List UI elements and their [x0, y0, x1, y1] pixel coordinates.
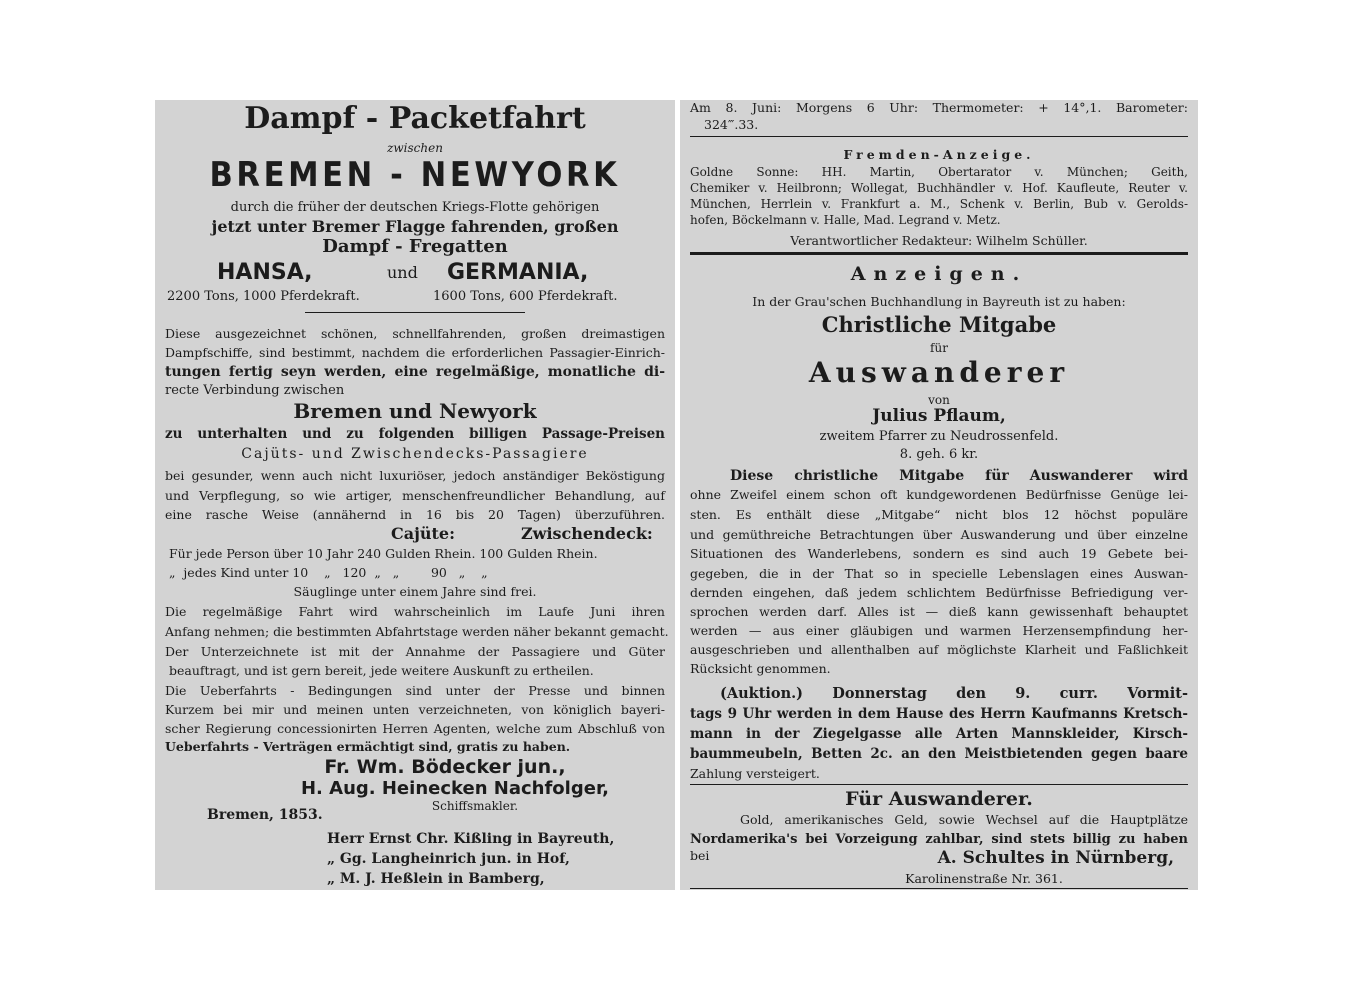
p3-line: Ueberfahrts - Verträgen ermächtigt sind, gratis zu haben. [165, 739, 571, 754]
p3-line: Die regelmäßige Fahrt wird wahrscheinlich im Laufe Juni ihren [165, 604, 665, 619]
weather-line: Am 8. Juni: Morgens 6 Uhr: Thermometer: + 14°,1. Barometer: [690, 100, 1188, 115]
auction-line: (Auktion.) Donnerstag den 9. curr. Vormit- [720, 685, 1188, 702]
book-desc-line: Diese christliche Mitgabe für Auswanderer wird [730, 468, 1188, 484]
book-desc-line: ohne Zweifel einem schon oft kundgewordenen Bedürfnisse Genüge lei- [690, 487, 1188, 502]
anzeigen-heading: Anzeigen. [850, 263, 1028, 285]
exchange-line: bei [690, 848, 710, 863]
price-line: 8. geh. 6 kr. [899, 447, 979, 462]
signature-1: Fr. Wm. Bödecker jun., [324, 756, 566, 778]
p3-line: beauftragt, und ist gern bereit, jede weitere Auskunft zu ertheilen. [169, 663, 594, 678]
book-desc-line: Rücksicht genommen. [690, 661, 831, 676]
p3-line: scher Regierung concessionirten Herren Agenten, welche zum Abschluß von [165, 721, 665, 736]
divider [690, 784, 1188, 785]
grau-line: In der Grau'schen Buchhandlung in Bayreuth ist zu haben: [752, 294, 1126, 309]
divider [690, 252, 1188, 255]
signature-2: H. Aug. Heinecken Nachfolger, [300, 778, 610, 799]
germania-specs: 1600 Tons, 600 Pferdekraft. [433, 289, 618, 304]
von-text: von [928, 393, 950, 407]
zwischen-text: zwischen [387, 141, 443, 155]
p3-line: Anfang nehmen; die bestimmten Abfahrtstage werden näher bekannt gemacht. [165, 624, 669, 639]
fremden-title: Fremden-Anzeige. [843, 147, 1035, 162]
book-desc-line: sprochen werden darf. Alles ist — dieß kann gewissenhaft behauptet [690, 604, 1188, 619]
agent-line: Herr Ernst Chr. Kißling in Bayreuth, [327, 831, 615, 847]
p2-line: Cajüts- und Zwischendecks-Passagiere [241, 446, 589, 462]
auction-line: mann in der Ziegelgasse alle Arten Mannskleider, Kirsch- [690, 726, 1188, 742]
ad-title: Dampf - Packetfahrt [244, 101, 586, 136]
divider [690, 136, 1188, 137]
ship-germania: GERMANIA, [447, 260, 589, 285]
auction-line: Zahlung versteigert. [690, 766, 820, 781]
ship-hansa: HANSA, [217, 260, 313, 285]
p1-line: recte Verbindung zwischen [165, 383, 345, 398]
book-desc-line: werden — aus einer gläubigen und warmen Herzensempfindung her- [690, 623, 1188, 638]
book-desc-line: dernden eingehen, daß jedem schlichtem Bedürfnisse Befriedigung ver- [690, 585, 1188, 600]
place-date: Bremen, 1853. [207, 807, 323, 823]
p3-line: Kurzem bei mir und meinen unten verzeichneten, von königlich bayeri- [165, 702, 665, 717]
fremden-line: Goldne Sonne: HH. Martin, Obertarator v. München; Geith, [690, 165, 1188, 179]
book-desc-line: Situationen des Wanderlebens, sondern es sind auch 19 Gebete bei- [690, 546, 1188, 561]
hansa-specs: 2200 Tons, 1000 Pferdekraft. [167, 289, 360, 304]
right-column [680, 100, 1198, 890]
p3-line: Säuglinge unter einem Jahre sind frei. [293, 584, 537, 599]
p3-line: Der Unterzeichnete ist mit der Annahme der Passagiere und Güter [165, 644, 665, 659]
book-desc-line: ausgeschrieben und allenthalben auf möglichste Klarheit und Faßlichkeit [690, 642, 1188, 657]
schultes-address: Karolinenstraße Nr. 361. [905, 871, 1063, 886]
auction-line: tags 9 Uhr werden in dem Hause des Herrn Kaufmanns Kretsch- [690, 706, 1188, 722]
book-desc-line: sten. Es enthält diese „Mitgabe“ nicht blos 12 höchst populäre [690, 507, 1188, 522]
p3-line: Die Ueberfahrts - Bedingungen sind unter der Presse und binnen [165, 683, 665, 698]
price-row: Für jede Person über 10 Jahr 240 Gulden Rhein. 100 Gulden Rhein. [169, 546, 598, 561]
exchange-line: Nordamerika's bei Vorzeigung zahlbar, sind stets billig zu haben [690, 832, 1188, 847]
divider [305, 312, 525, 313]
price-row: „ jedes Kind unter 10 „ 120 „ „ 90 „ „ [169, 565, 488, 580]
p2-line: zu unterhalten und zu folgenden billigen Passage-Preisen [165, 426, 665, 442]
author-name: Julius Pflaum, [872, 406, 1006, 426]
weather-line-2: 324‴.33. [704, 117, 759, 132]
fuer-auswanderer-heading: Für Auswanderer. [845, 788, 1033, 810]
p2-line: bei gesunder, wenn auch nicht luxuriöser, jedoch anständiger Beköstigung [165, 468, 665, 483]
intro-line-1: durch die früher der deutschen Kriegs-Flotte gehörigen [230, 200, 600, 215]
p2-line: und Verpflegung, so wie artiger, menschenfreundlicher Behandlung, auf [165, 488, 665, 503]
p1-line: Dampfschiffe, sind bestimmt, nachdem die erforderlichen Passagier-Einrich- [165, 345, 665, 360]
p1-line: Diese ausgezeichnet schönen, schnellfahrenden, großen dreimastigen [165, 326, 665, 341]
route-heading: BREMEN - NEWYORK [209, 155, 621, 195]
fuer-text: für [930, 341, 948, 355]
fremden-line: München, Herrlein v. Frankfurt a. M., Schenk v. Berlin, Bub v. Gerolds- [690, 197, 1188, 211]
schultes-name: A. Schultes in Nürnberg, [937, 848, 1174, 868]
intro-line-3: Dampf - Fregatten [322, 236, 508, 257]
book-title-2: Auswanderer [808, 356, 1070, 389]
fremden-line: hofen, Böckelmann v. Halle, Mad. Legrand v. Metz. [690, 213, 1001, 227]
agent-line: „ Gg. Langheinrich jun. in Hof, [327, 851, 570, 867]
p1-line: tungen fertig seyn werden, eine regelmäßige, monatliche di- [165, 364, 665, 380]
redakteur-line: Verantwortlicher Redakteur: Wilhelm Schüller. [790, 233, 1088, 248]
intro-line-2: jetzt unter Bremer Flagge fahrenden, großen [211, 217, 619, 236]
signature-3: Schiffsmakler. [431, 799, 519, 813]
book-desc-line: und gemüthreiche Betrachtungen über Auswanderung und über einzelne [690, 527, 1188, 542]
book-desc-line: gegeben, die in der That so in specielle Lebenslagen eines Auswan- [690, 566, 1188, 581]
left-column [155, 100, 675, 890]
header-cajuete: Cajüte: [391, 524, 455, 543]
fremden-line: Chemiker v. Heilbronn; Wollegat, Buchhändler v. Hof. Kaufleute, Reuter v. [690, 181, 1188, 195]
book-title-1: Christliche Mitgabe [821, 312, 1057, 337]
divider [690, 888, 1188, 889]
p2-line: eine rasche Weise (annähernd in 16 bis 20 Tagen) überzuführen. [165, 507, 665, 522]
pfarrer-line: zweitem Pfarrer zu Neudrossenfeld. [819, 429, 1059, 444]
cities-heading: Bremen und Newyork [293, 399, 537, 423]
agent-line: „ M. J. Heßlein in Bamberg, [327, 871, 545, 887]
auction-line: baummeubeln, Betten 2c. an den Meistbietenden gegen baare [690, 746, 1188, 762]
header-zwischendeck: Zwischendeck: [521, 524, 653, 543]
ship-und: und [387, 263, 418, 282]
exchange-line: Gold, amerikanisches Geld, sowie Wechsel auf die Hauptplätze [740, 812, 1188, 827]
